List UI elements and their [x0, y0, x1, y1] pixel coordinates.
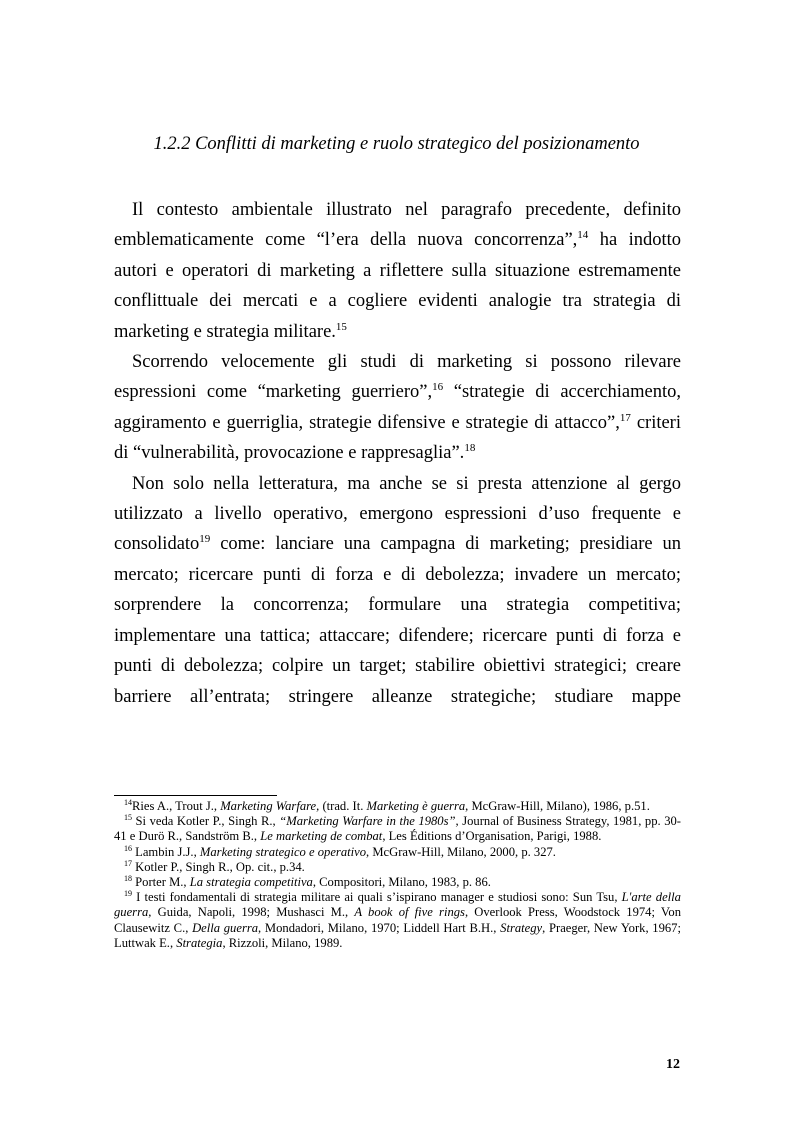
footnote-title: Marketing Warfare, [220, 799, 320, 813]
footnote-14 [114, 799, 681, 814]
footnote-text: , Les Éditions d’Organisation, Parigi, 1988. [382, 829, 602, 844]
paragraph-3 [114, 469, 681, 712]
page-number: 12 [666, 1057, 680, 1072]
footnote-text: , Compositori, Milano, 1983, p. 86. [312, 875, 491, 890]
footnote-ref-14[interactable]: 14 [577, 229, 589, 242]
paragraph-1-text-b: ha indotto autori e operatori di marketing a riflettere sulla situazione estremamente conflittuale dei mercati e a cogliere evidenti analogie tra strategia di marketing e strategia militare. [114, 230, 681, 342]
footnote-num: 17 [124, 858, 132, 868]
footnote-text: Journal of Business Strategy, 1981, pp. 30-41 e Durö R., Sandström B., [114, 814, 681, 844]
footnote-text: Lambin J.J., [132, 844, 200, 859]
paragraph-2-text-a: Scorrendo velocemente gli studi di marketing si possono rilevare espressioni come “marketing guerriero”, [114, 352, 681, 403]
paragraph-2-text-c: criteri di “vulnerabilità, provocazione e rappresaglia”. [114, 412, 681, 464]
paragraph-1 [114, 195, 681, 347]
footnote-text: Si veda Kotler P., Singh R., [132, 814, 280, 829]
paragraph-1-text-a: Il contesto ambientale illustrato nel paragrafo precedente, definito emblematicamente come “l’era della nuova concorrenza”, [114, 200, 681, 251]
footnote-num: 19 [124, 889, 132, 899]
footnote-16 [114, 845, 681, 860]
footnote-text: Kotler P., Singh R., Op. cit., p.34. [132, 859, 305, 874]
footnote-title: Le marketing de combat [260, 829, 383, 844]
footnote-title: Strategy [500, 920, 543, 935]
footnote-text: , McGraw-Hill, Milano), 1986, p.51. [465, 799, 650, 813]
footnote-15 [114, 814, 681, 844]
footnote-ref-17[interactable]: 17 [619, 411, 631, 424]
footnote-title: Marketing è guerra [366, 799, 466, 813]
footnote-text: , Praeger, New York, 1967; Luttwak E., [114, 920, 681, 950]
body-text [114, 195, 681, 712]
footnote-text: , Mondadori, Milano, 1970; Liddell Hart B.H., [258, 920, 501, 935]
footnote-separator [114, 795, 277, 796]
footnote-text: , Overlook Press, Woodstock 1974; Von Clausewitz C., [114, 905, 681, 935]
footnote-text: I testi fondamentali di strategia militare ai quali s’ispirano manager e studiosi sono: Sun Tsu, [132, 890, 622, 905]
footnote-text: , Rizzoli, Milano, 1989. [222, 935, 343, 950]
paragraph-2 [114, 347, 681, 469]
paragraph-3-text-a: Non solo nella letteratura, ma anche se si presta attenzione al gergo utilizzato a livello operativo, emergono espressioni d’uso frequente e consolidato [114, 473, 681, 555]
footnote-17 [114, 860, 681, 875]
footnote-text: Porter M., [132, 875, 190, 890]
footnote-title: Strategia [176, 935, 223, 950]
footnote-19 [114, 890, 681, 951]
footnote-text: (trad. It. [319, 799, 367, 813]
footnotes [114, 799, 681, 951]
footnote-text: Ries A., Trout J., [132, 799, 221, 813]
footnote-title: Della guerra [192, 920, 259, 935]
footnote-text: , McGraw-Hill, Milano, 2000, p. 327. [366, 844, 556, 859]
footnote-title: L'arte della guerra, [114, 890, 681, 920]
footnote-num: 18 [124, 873, 132, 883]
footnote-num: 16 [124, 843, 132, 853]
footnote-ref-15[interactable]: 15 [335, 320, 347, 333]
footnote-text: Guida, Napoli, 1998; Mushasci M., [151, 905, 355, 920]
footnote-ref-19[interactable]: 19 [199, 533, 211, 546]
footnote-title: A book of five rings [354, 905, 465, 920]
footnote-ref-16[interactable]: 16 [432, 381, 444, 394]
footnote-18 [114, 875, 681, 890]
footnote-num: 14 [124, 797, 132, 807]
footnote-title: “Marketing Warfare in the 1980s”, [279, 814, 459, 829]
footnote-title: La strategia competitiva [189, 875, 313, 890]
footnote-num: 15 [124, 813, 132, 823]
section-heading: 1.2.2 Conflitti di marketing e ruolo strategico del posizionamento [153, 134, 640, 154]
footnote-title: Marketing strategico e operativo [199, 844, 367, 859]
footnote-ref-18[interactable]: 18 [464, 442, 476, 455]
paragraph-3-text-b: come: lanciare una campagna di marketing; presidiare un mercato; ricercare punti di forza e di debolezza; invadere un mercato; sorprendere la concorrenza; formulare una strategia competitiva; implementare una tattica; attaccare; difendere; ricercare punti di forza e punti di debolezza; colpire un target; stabilire obiettivi strategici; creare barriere all’entrata; stringere alleanze strategiche; studiare mappe [114, 534, 681, 707]
paragraph-2-text-b: “strategie di accerchiamento, aggiramento e guerriglia, strategie difensive e strategie di attacco”, [114, 382, 682, 433]
